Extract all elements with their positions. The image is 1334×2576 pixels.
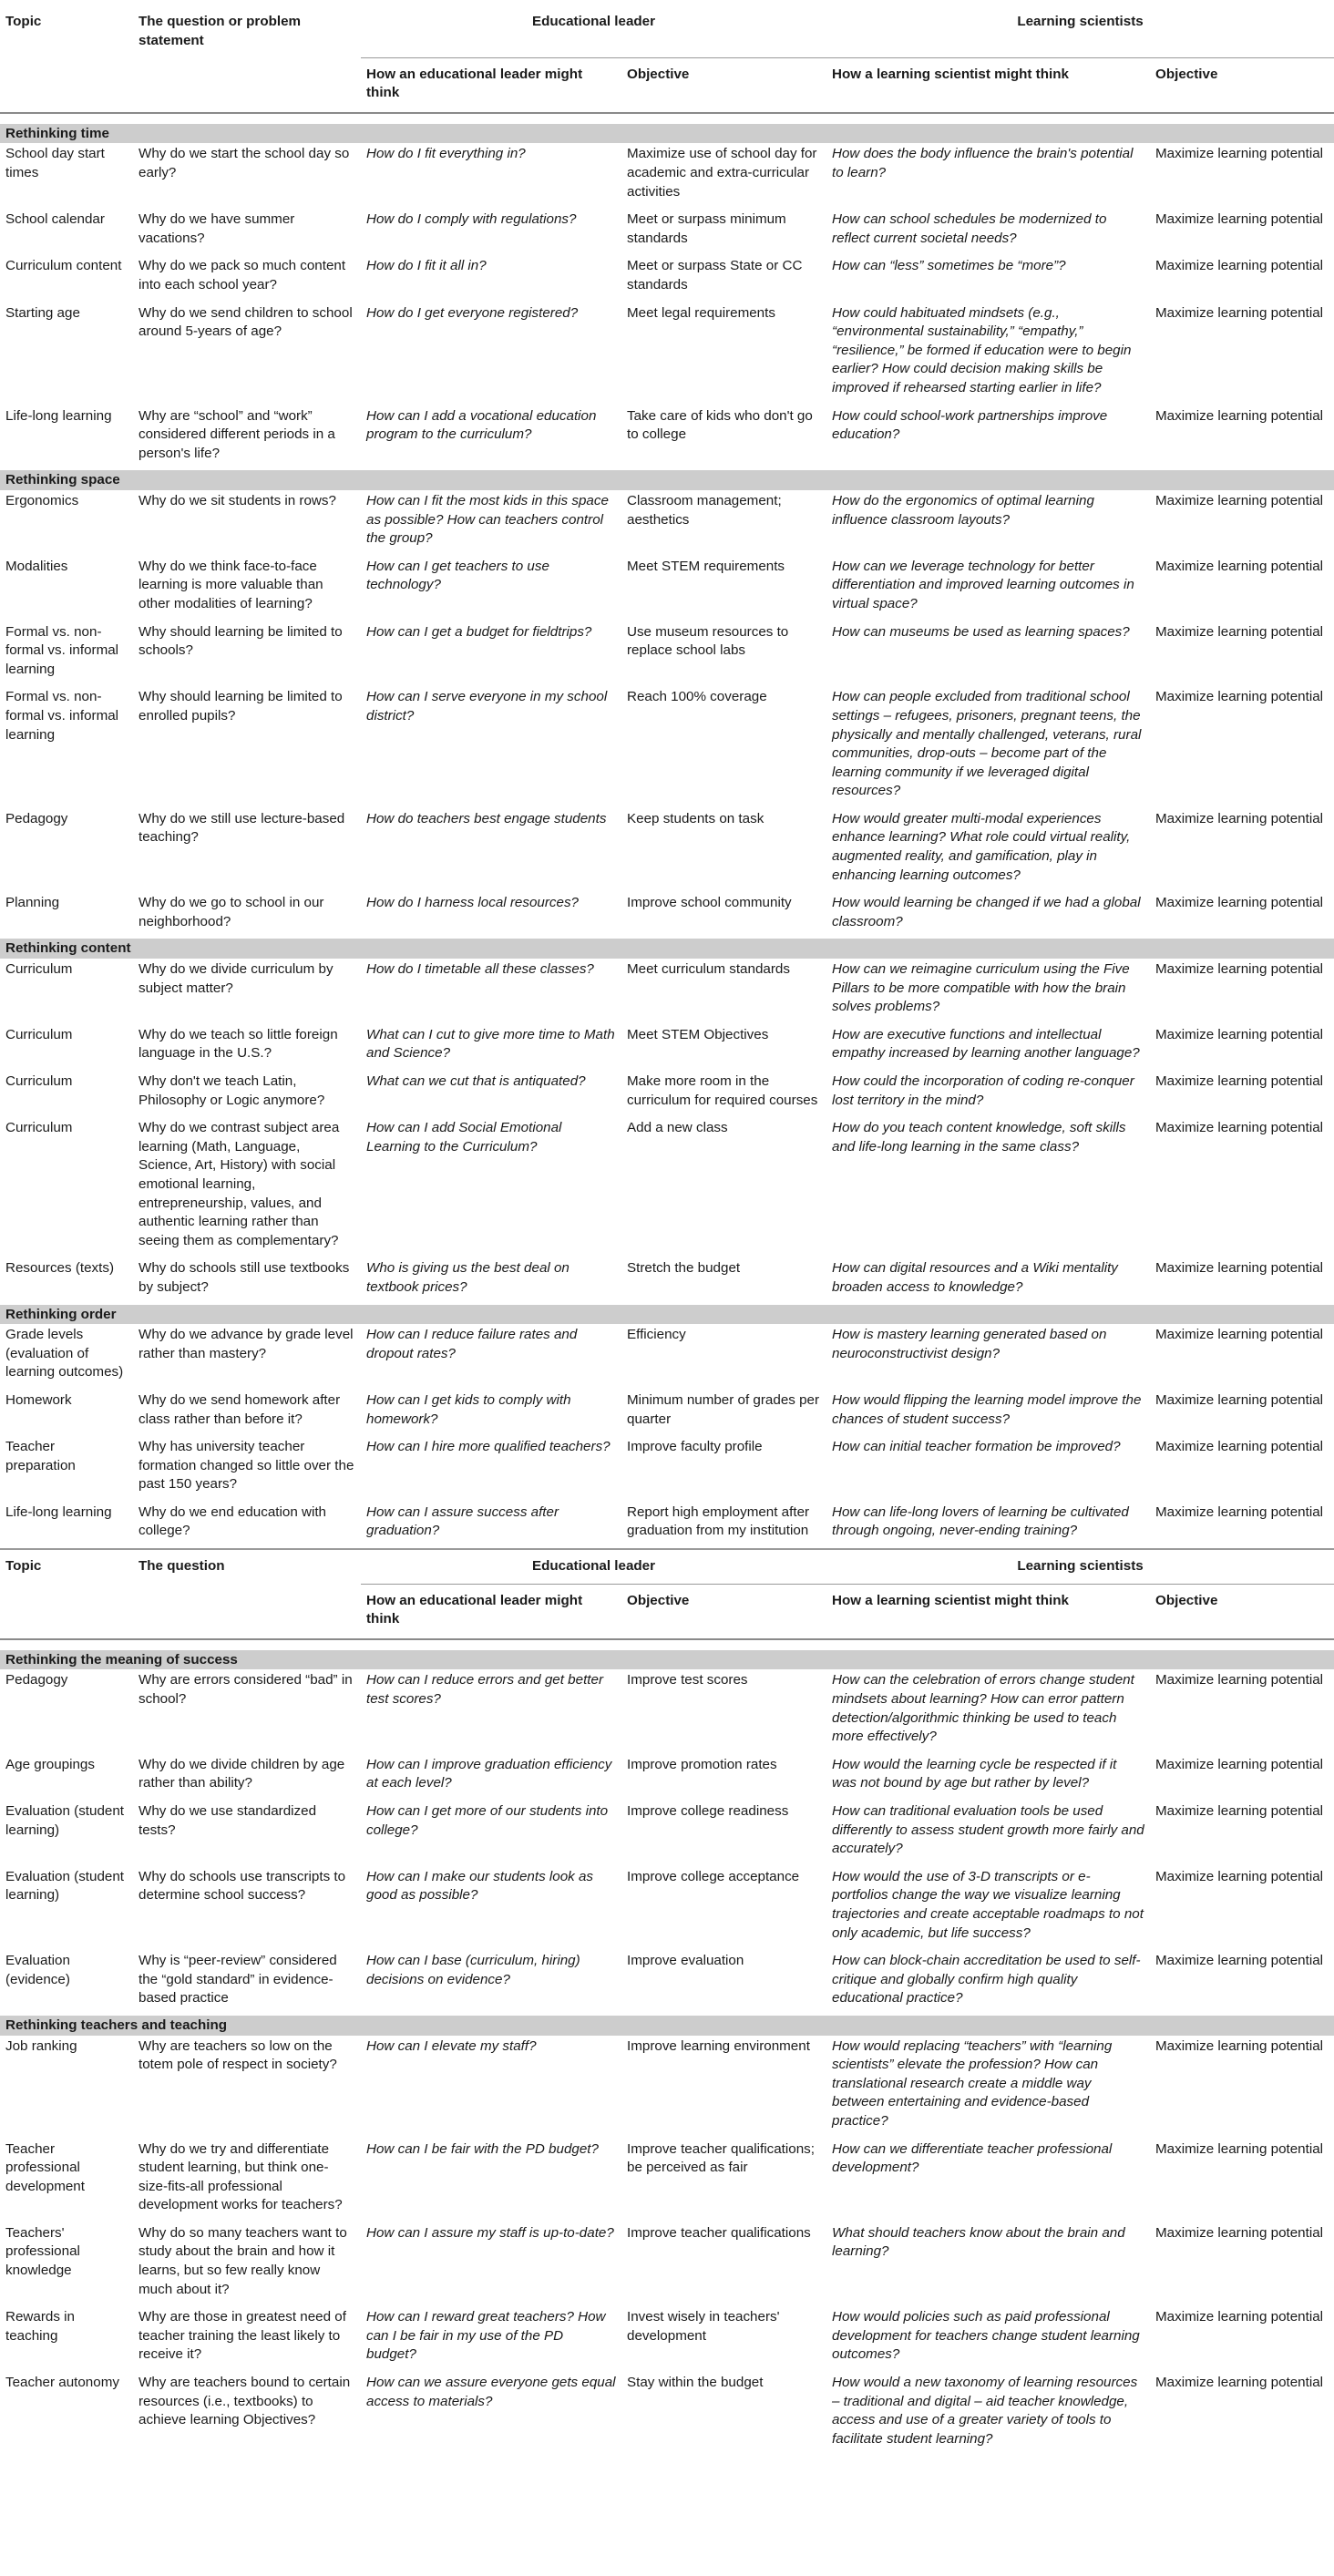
cell-topic: Grade levels (evaluation of learning outcomes) bbox=[5, 1327, 124, 1380]
table-row bbox=[0, 303, 1334, 405]
cell-leader-objective: Make more room in the curriculum for required courses bbox=[627, 1073, 818, 1108]
cell-scientist-objective: Maximize learning potential bbox=[1155, 1073, 1324, 1089]
cell-scientist-objective: Maximize learning potential bbox=[1155, 407, 1324, 424]
cell-leader-objective: Meet legal requirements bbox=[627, 304, 775, 321]
cell-question: Why do schools use transcripts to determine school success? bbox=[139, 1868, 346, 1904]
cell-leader-think: How can I add Social Emotional Learning to the Curriculum? bbox=[366, 1120, 562, 1155]
section-title: Rethinking teachers and teaching bbox=[0, 2016, 1334, 2036]
cell-scientist-objective: Maximize learning potential bbox=[1155, 304, 1324, 321]
cell-scientist-think: How would a new taxonomy of learning resources – traditional and digital – aid teacher knowledge, access and use of a greater variety of tools to facilitate student learning? bbox=[832, 2375, 1138, 2447]
gap-cell bbox=[0, 1639, 1334, 1650]
cell-leader-think: How can I hire more qualified teachers? bbox=[366, 1439, 611, 1455]
cell-question: Why do we sit students in rows? bbox=[139, 492, 336, 508]
cell-leader-think: What can we cut that is antiquated? bbox=[366, 1073, 586, 1089]
cell-topic: Curriculum content bbox=[5, 258, 122, 274]
cell-scientist-think: How could the incorporation of coding re-conquer lost territory in the mind? bbox=[832, 1073, 1134, 1108]
cell-leader-objective: Improve teacher qualifications; be perceived as fair bbox=[627, 2140, 815, 2176]
cell-scientist-think: What should teachers know about the brain and learning? bbox=[832, 2224, 1125, 2260]
cell-question: Why do we contrast subject area learning (Math, Language, Science, Art, History) with social emotional learning, entrepreneurship, values, and authentic learning rather than seeing them as complementary? bbox=[139, 1120, 340, 1248]
cell-scientist-think: How can digital resources and a Wiki mentality broaden access to knowledge? bbox=[832, 1260, 1118, 1295]
table-row bbox=[0, 959, 1334, 1024]
cell-topic: Curriculum bbox=[5, 1073, 73, 1089]
cell-topic: Teacher professional development bbox=[5, 2140, 85, 2194]
table-row bbox=[0, 1866, 1334, 1950]
cell-leader-objective: Classroom management; aesthetics bbox=[627, 492, 782, 528]
cell-leader-think: How can I assure my staff is up-to-date? bbox=[366, 2224, 614, 2241]
cell-leader-think: How do I fit everything in? bbox=[366, 146, 526, 162]
cell-topic: Curriculum bbox=[5, 1120, 73, 1136]
cell-leader-think: How can I improve graduation efficiency at each level? bbox=[366, 1756, 612, 1791]
table-row bbox=[0, 1117, 1334, 1257]
cell-topic: Planning bbox=[5, 895, 60, 911]
cell-leader-think: How can I elevate my staff? bbox=[366, 2037, 537, 2054]
cell-leader-objective: Meet STEM Objectives bbox=[627, 1026, 769, 1042]
section-header-row bbox=[0, 2016, 1334, 2036]
cell-question: Why do we pack so much content into each school year? bbox=[139, 258, 346, 293]
cell-question: Why should learning be limited to enrolled pupils? bbox=[139, 689, 343, 724]
cell-scientist-objective: Maximize learning potential bbox=[1155, 1120, 1324, 1136]
cell-leader-think: How can I make our students look as good as possible? bbox=[366, 1868, 594, 1904]
cell-scientist-objective: Maximize learning potential bbox=[1155, 961, 1324, 978]
cell-leader-objective: Maximize use of school day for academic and extra-curricular activities bbox=[627, 146, 817, 200]
cell-question: Why are errors considered “bad” in school? bbox=[139, 1672, 353, 1708]
header-blank bbox=[0, 1584, 133, 1639]
cell-question: Why do so many teachers want to study about the brain and how it learns, but so few really know much about it? bbox=[139, 2224, 347, 2297]
cell-scientist-think: How can life-long lovers of learning be cultivated through ongoing, never-ending training? bbox=[832, 1504, 1129, 1539]
cell-leader-think: How do I get everyone registered? bbox=[366, 304, 579, 321]
cell-scientist-objective: Maximize learning potential bbox=[1155, 1504, 1324, 1520]
cell-scientist-objective: Maximize learning potential bbox=[1155, 689, 1324, 705]
header-row-groups bbox=[0, 1550, 1334, 1584]
cell-topic: Teachers' professional knowledge bbox=[5, 2224, 80, 2279]
header-row-columns bbox=[0, 1584, 1334, 1639]
cell-leader-think: How can I serve everyone in my school district? bbox=[366, 689, 608, 724]
table-row bbox=[0, 1801, 1334, 1866]
header-scientist-objective: Objective bbox=[1150, 57, 1334, 113]
cell-scientist-think: How would the learning cycle be respected if it was not bound by age but rather by level? bbox=[832, 1756, 1117, 1791]
cell-topic: Life-long learning bbox=[5, 407, 112, 424]
header-scientist-think: How a learning scientist might think bbox=[826, 57, 1150, 113]
cell-scientist-objective: Maximize learning potential bbox=[1155, 1260, 1324, 1277]
cell-scientist-objective: Maximize learning potential bbox=[1155, 1672, 1324, 1688]
cell-leader-objective: Improve college acceptance bbox=[627, 1868, 800, 1884]
cell-leader-objective: Keep students on task bbox=[627, 810, 764, 826]
cell-question: Why do we start the school day so early? bbox=[139, 146, 350, 181]
cell-topic: Modalities bbox=[5, 558, 68, 574]
cell-leader-objective: Minimum number of grades per quarter bbox=[627, 1391, 820, 1427]
section-title: Rethinking space bbox=[0, 470, 1334, 490]
cell-leader-objective: Meet or surpass minimum standards bbox=[627, 211, 786, 246]
cell-scientist-think: How can people excluded from traditional school settings – refugees, prisoners, pregnant teens, the physically and mentally challenged, veterans, rural communities, drop-outs – become part of the learning community if we leveraged digital resources? bbox=[832, 689, 1142, 799]
cell-leader-objective: Improve test scores bbox=[627, 1672, 748, 1688]
cell-scientist-think: How do you teach content knowledge, soft skills and life-long learning in the same class? bbox=[832, 1120, 1126, 1155]
table-row bbox=[0, 1390, 1334, 1436]
table-row bbox=[0, 892, 1334, 939]
cell-leader-think: How do teachers best engage students bbox=[366, 810, 607, 826]
header-row-groups bbox=[0, 5, 1334, 57]
header-leader-objective: Objective bbox=[621, 57, 826, 113]
cell-topic: Curriculum bbox=[5, 961, 73, 978]
table-row bbox=[0, 1257, 1334, 1304]
cell-scientist-objective: Maximize learning potential bbox=[1155, 1327, 1324, 1343]
cell-topic: Job ranking bbox=[5, 2037, 77, 2054]
cell-question: Why do we send children to school around 5-years of age? bbox=[139, 304, 353, 340]
cell-scientist-objective: Maximize learning potential bbox=[1155, 1756, 1324, 1772]
section-header-row bbox=[0, 124, 1334, 144]
cell-scientist-objective: Maximize learning potential bbox=[1155, 211, 1324, 228]
header-blank bbox=[133, 1584, 361, 1639]
header-learning-scientists: Learning scientists bbox=[826, 1550, 1334, 1584]
cell-leader-objective: Add a new class bbox=[627, 1120, 728, 1136]
header-blank bbox=[133, 57, 361, 113]
section-header-row bbox=[0, 1305, 1334, 1325]
cell-leader-think: How can we assure everyone gets equal access to materials? bbox=[366, 2375, 616, 2409]
cell-question: Why do we divide children by age rather than ability? bbox=[139, 1756, 345, 1791]
cell-leader-think: How can I add a vocational education program to the curriculum? bbox=[366, 407, 597, 443]
cell-scientist-think: How do the ergonomics of optimal learning influence classroom layouts? bbox=[832, 492, 1094, 528]
gap-cell bbox=[0, 113, 1334, 124]
section-title: Rethinking content bbox=[0, 939, 1334, 959]
cell-scientist-think: How are executive functions and intellectual empathy increased by learning another language? bbox=[832, 1026, 1140, 1062]
cell-scientist-objective: Maximize learning potential bbox=[1155, 1803, 1324, 1819]
cell-scientist-think: How can we differentiate teacher professional development? bbox=[832, 2140, 1113, 2176]
cell-leader-objective: Report high employment after graduation from my institution bbox=[627, 1504, 810, 1539]
cell-leader-objective: Improve college readiness bbox=[627, 1803, 789, 1819]
table-row bbox=[0, 2306, 1334, 2372]
table-row bbox=[0, 1754, 1334, 1801]
cell-topic: Curriculum bbox=[5, 1026, 73, 1042]
header-row-columns bbox=[0, 57, 1334, 113]
cell-leader-objective: Improve evaluation bbox=[627, 1953, 744, 1969]
cell-leader-think: How do I fit it all in? bbox=[366, 258, 487, 274]
table-row bbox=[0, 686, 1334, 808]
cell-leader-objective: Reach 100% coverage bbox=[627, 689, 767, 705]
cell-question: Why do we end education with college? bbox=[139, 1504, 326, 1539]
cell-question: Why do we send homework after class rather than before it? bbox=[139, 1391, 341, 1427]
cell-question: Why do we divide curriculum by subject matter? bbox=[139, 961, 334, 996]
cell-question: Why do we still use lecture-based teaching? bbox=[139, 810, 345, 846]
cell-leader-think: How can I assure success after graduation? bbox=[366, 1504, 559, 1539]
cell-scientist-objective: Maximize learning potential bbox=[1155, 146, 1324, 162]
rethinking-education-table bbox=[0, 5, 1334, 2456]
cell-question: Why do we have summer vacations? bbox=[139, 211, 295, 246]
cell-leader-objective: Improve faculty profile bbox=[627, 1439, 763, 1455]
cell-topic: Formal vs. non-formal vs. informal learning bbox=[5, 623, 119, 677]
cell-topic: Homework bbox=[5, 1391, 72, 1408]
header-leader-think: How an educational leader might think bbox=[361, 1584, 621, 1639]
cell-topic: Life-long learning bbox=[5, 1504, 112, 1520]
cell-leader-objective: Improve learning environment bbox=[627, 2037, 810, 2054]
cell-leader-objective: Invest wisely in teachers' development bbox=[627, 2309, 780, 2344]
cell-scientist-think: How can traditional evaluation tools be used differently to assess student growth more fairly and accurately? bbox=[832, 1803, 1144, 1857]
cell-topic: Evaluation (student learning) bbox=[5, 1868, 125, 1904]
cell-question: Why do we go to school in our neighborhood? bbox=[139, 895, 324, 929]
cell-leader-objective: Stretch the budget bbox=[627, 1260, 741, 1277]
cell-leader-objective: Efficiency bbox=[627, 1327, 686, 1343]
section-header-row bbox=[0, 939, 1334, 959]
cell-topic: Evaluation (student learning) bbox=[5, 1803, 125, 1838]
table-row bbox=[0, 1950, 1334, 2016]
header-question: The question bbox=[139, 1558, 225, 1575]
cell-scientist-objective: Maximize learning potential bbox=[1155, 2037, 1324, 2054]
cell-question: Why do we try and differentiate student learning, but think one-size-fits-all professional development works for teachers? bbox=[139, 2140, 343, 2213]
cell-leader-think: Who is giving us the best deal on textbook prices? bbox=[366, 1260, 570, 1295]
cell-scientist-objective: Maximize learning potential bbox=[1155, 1953, 1324, 1969]
header-learning-scientists: Learning scientists bbox=[826, 5, 1334, 57]
cell-leader-think: How can I reduce failure rates and dropout rates? bbox=[366, 1327, 578, 1361]
table-row bbox=[0, 1502, 1334, 1549]
cell-scientist-think: How can initial teacher formation be improved? bbox=[832, 1439, 1121, 1455]
cell-topic: Resources (texts) bbox=[5, 1260, 115, 1277]
table-row bbox=[0, 405, 1334, 471]
cell-topic: Pedagogy bbox=[5, 810, 68, 826]
header-leader-think: How an educational leader might think bbox=[361, 57, 621, 113]
cell-scientist-objective: Maximize learning potential bbox=[1155, 623, 1324, 640]
cell-leader-objective: Meet curriculum standards bbox=[627, 961, 790, 978]
cell-question: Why do we advance by grade level rather than mastery? bbox=[139, 1327, 354, 1361]
cell-scientist-think: How can “less” sometimes be “more”? bbox=[832, 258, 1066, 274]
cell-scientist-think: How would greater multi-modal experiences enhance learning? What role could virtual reality, augmented reality, and gamification, play in enhancing learning outcomes? bbox=[832, 810, 1131, 883]
cell-leader-think: How can I base (curriculum, hiring) decisions on evidence? bbox=[366, 1953, 580, 1987]
cell-leader-objective: Take care of kids who don't go to college bbox=[627, 407, 813, 443]
cell-question: Why are teachers so low on the totem pole of respect in society? bbox=[139, 2037, 337, 2073]
table-row bbox=[0, 2139, 1334, 2222]
section-header-row bbox=[0, 470, 1334, 490]
table-row bbox=[0, 1436, 1334, 1502]
cell-scientist-objective: Maximize learning potential bbox=[1155, 492, 1324, 508]
cell-scientist-think: How would flipping the learning model improve the chances of student success? bbox=[832, 1391, 1142, 1427]
cell-scientist-think: How can museums be used as learning spaces? bbox=[832, 623, 1130, 640]
cell-scientist-think: How can we leverage technology for better differentiation and improved learning outcomes in virtual space? bbox=[832, 558, 1134, 611]
table-row bbox=[0, 2036, 1334, 2139]
table-row bbox=[0, 209, 1334, 255]
cell-scientist-think: How could school-work partnerships improve education? bbox=[832, 407, 1108, 443]
cell-scientist-objective: Maximize learning potential bbox=[1155, 1391, 1324, 1408]
cell-question: Why are those in greatest need of teacher training the least likely to receive it? bbox=[139, 2309, 346, 2363]
cell-scientist-think: How would the use of 3-D transcripts or e-portfolios change the way we visualize learning trajectories and create acceptable roadmaps to not only academic, but life success? bbox=[832, 1868, 1144, 1941]
cell-leader-think: How can I get more of our students into college? bbox=[366, 1803, 609, 1838]
table-row bbox=[0, 143, 1334, 209]
cell-scientist-think: How would policies such as paid professional development for teachers change student learning outcomes? bbox=[832, 2309, 1140, 2363]
cell-leader-think: How can I be fair with the PD budget? bbox=[366, 2140, 599, 2157]
cell-leader-objective: Use museum resources to replace school labs bbox=[627, 623, 789, 659]
section-title: Rethinking the meaning of success bbox=[0, 1650, 1334, 1670]
cell-question: Why do we use standardized tests? bbox=[139, 1803, 317, 1838]
cell-scientist-objective: Maximize learning potential bbox=[1155, 810, 1324, 826]
section-title: Rethinking time bbox=[0, 124, 1334, 144]
cell-topic: Pedagogy bbox=[5, 1672, 68, 1688]
header-gap bbox=[0, 1639, 1334, 1650]
cell-question: Why do we think face-to-face learning is more valuable than other modalities of learning? bbox=[139, 558, 323, 611]
cell-leader-think: How can I reward great teachers? How can I be fair in my use of the PD budget? bbox=[366, 2309, 606, 2363]
cell-question: Why do schools still use textbooks by subject? bbox=[139, 1260, 350, 1295]
cell-scientist-think: How could habituated mindsets (e.g., “environmental sustainability,” “empathy,” “resilience,” be formed if education were to begin earlier? How could decision making skills be improved if rehearsed starting earlier in life? bbox=[832, 304, 1132, 395]
cell-question: Why do we teach so little foreign language in the U.S.? bbox=[139, 1026, 338, 1062]
cell-scientist-think: How can the celebration of errors change student mindsets about learning? How can error pattern detection/algorithmic thinking be used to teach more effectively? bbox=[832, 1672, 1134, 1745]
cell-leader-objective: Improve promotion rates bbox=[627, 1756, 777, 1772]
header-leader-objective: Objective bbox=[621, 1584, 826, 1639]
cell-topic: Starting age bbox=[5, 304, 80, 321]
header-scientist-think: How a learning scientist might think bbox=[826, 1584, 1150, 1639]
cell-scientist-objective: Maximize learning potential bbox=[1155, 2140, 1324, 2157]
cell-question: Why is “peer-review” considered the “gold standard” in evidence-based practice bbox=[139, 1953, 337, 2006]
cell-scientist-objective: Maximize learning potential bbox=[1155, 2309, 1324, 2325]
header-topic: Topic bbox=[5, 14, 42, 29]
cell-scientist-objective: Maximize learning potential bbox=[1155, 2375, 1324, 2391]
cell-question: Why should learning be limited to schools? bbox=[139, 623, 343, 659]
cell-scientist-objective: Maximize learning potential bbox=[1155, 558, 1324, 574]
cell-leader-think: How do I timetable all these classes? bbox=[366, 961, 594, 978]
cell-scientist-objective: Maximize learning potential bbox=[1155, 1439, 1324, 1455]
cell-topic: Formal vs. non-formal vs. informal learning bbox=[5, 689, 119, 743]
cell-leader-think: How can I get a budget for fieldtrips? bbox=[366, 623, 592, 640]
cell-scientist-think: How does the body influence the brain's potential to learn? bbox=[832, 146, 1134, 181]
header-topic: Topic bbox=[5, 1558, 42, 1575]
cell-question: Why has university teacher formation changed so little over the past 150 years? bbox=[139, 1439, 354, 1493]
cell-topic: School day start times bbox=[5, 146, 105, 181]
cell-scientist-objective: Maximize learning potential bbox=[1155, 2224, 1324, 2241]
cell-topic: Age groupings bbox=[5, 1756, 95, 1772]
cell-leader-think: How can I fit the most kids in this space as possible? How can teachers control the group? bbox=[366, 492, 609, 547]
table-row bbox=[0, 808, 1334, 892]
cell-leader-objective: Meet STEM requirements bbox=[627, 558, 785, 574]
table-row bbox=[0, 1024, 1334, 1071]
cell-question: Why are “school” and “work” considered different periods in a person's life? bbox=[139, 407, 335, 461]
cell-leader-objective: Improve school community bbox=[627, 895, 792, 911]
cell-topic: Rewards in teaching bbox=[5, 2309, 75, 2344]
header-gap bbox=[0, 113, 1334, 124]
cell-topic: School calendar bbox=[5, 211, 105, 228]
cell-topic: Teacher preparation bbox=[5, 1439, 76, 1473]
cell-leader-objective: Meet or surpass State or CC standards bbox=[627, 258, 803, 293]
header-educational-leader: Educational leader bbox=[361, 1550, 826, 1584]
cell-question: Why don't we teach Latin, Philosophy or Logic anymore? bbox=[139, 1073, 325, 1108]
cell-scientist-objective: Maximize learning potential bbox=[1155, 1868, 1324, 1884]
table-row bbox=[0, 1071, 1334, 1117]
cell-scientist-objective: Maximize learning potential bbox=[1155, 258, 1324, 274]
cell-leader-think: How do I harness local resources? bbox=[366, 895, 579, 911]
table-row bbox=[0, 490, 1334, 556]
section-header-row bbox=[0, 1650, 1334, 1670]
cell-question: Why are teachers bound to certain resources (i.e., textbooks) to achieve learning Objectives? bbox=[139, 2375, 351, 2428]
cell-scientist-think: How would learning be changed if we had a global classroom? bbox=[832, 895, 1141, 929]
header-blank bbox=[0, 57, 133, 113]
cell-scientist-think: How would replacing “teachers” with “learning scientists” elevate the profession? How can translational research create a middle way between entertaining and evidence-based practice? bbox=[832, 2037, 1113, 2129]
cell-scientist-objective: Maximize learning potential bbox=[1155, 895, 1324, 911]
cell-leader-think: How can I reduce errors and get better test scores? bbox=[366, 1672, 604, 1708]
cell-leader-objective: Stay within the budget bbox=[627, 2375, 764, 2391]
header-educational-leader: Educational leader bbox=[361, 5, 826, 57]
cell-leader-think: How do I comply with regulations? bbox=[366, 211, 577, 228]
cell-scientist-think: How is mastery learning generated based on neuroconstructivist design? bbox=[832, 1327, 1107, 1361]
table-row bbox=[0, 556, 1334, 621]
cell-topic: Ergonomics bbox=[5, 492, 79, 508]
cell-topic: Teacher autonomy bbox=[5, 2375, 119, 2391]
cell-leader-think: How can I get kids to comply with homework? bbox=[366, 1391, 571, 1427]
cell-scientist-think: How can school schedules be modernized to reflect current societal needs? bbox=[832, 211, 1107, 246]
cell-scientist-objective: Maximize learning potential bbox=[1155, 1026, 1324, 1042]
cell-leader-objective: Improve teacher qualifications bbox=[627, 2224, 811, 2241]
cell-scientist-think: How can we reimagine curriculum using the Five Pillars to be more compatible with how the brain solves problems? bbox=[832, 961, 1130, 1015]
section-title: Rethinking order bbox=[0, 1305, 1334, 1325]
cell-leader-think: How can I get teachers to use technology? bbox=[366, 558, 549, 593]
cell-leader-think: What can I cut to give more time to Math and Science? bbox=[366, 1026, 615, 1062]
table-row bbox=[0, 2372, 1334, 2456]
table-row bbox=[0, 621, 1334, 687]
table-row bbox=[0, 2222, 1334, 2306]
cell-topic: Evaluation (evidence) bbox=[5, 1953, 70, 1987]
cell-scientist-think: How can block-chain accreditation be used to self-critique and globally confirm high quality educational practice? bbox=[832, 1953, 1141, 2006]
header-scientist-objective: Objective bbox=[1150, 1584, 1334, 1639]
table-row bbox=[0, 255, 1334, 302]
header-question: The question or problem statement bbox=[139, 14, 302, 48]
table-row bbox=[0, 1669, 1334, 1753]
table-row bbox=[0, 1324, 1334, 1390]
